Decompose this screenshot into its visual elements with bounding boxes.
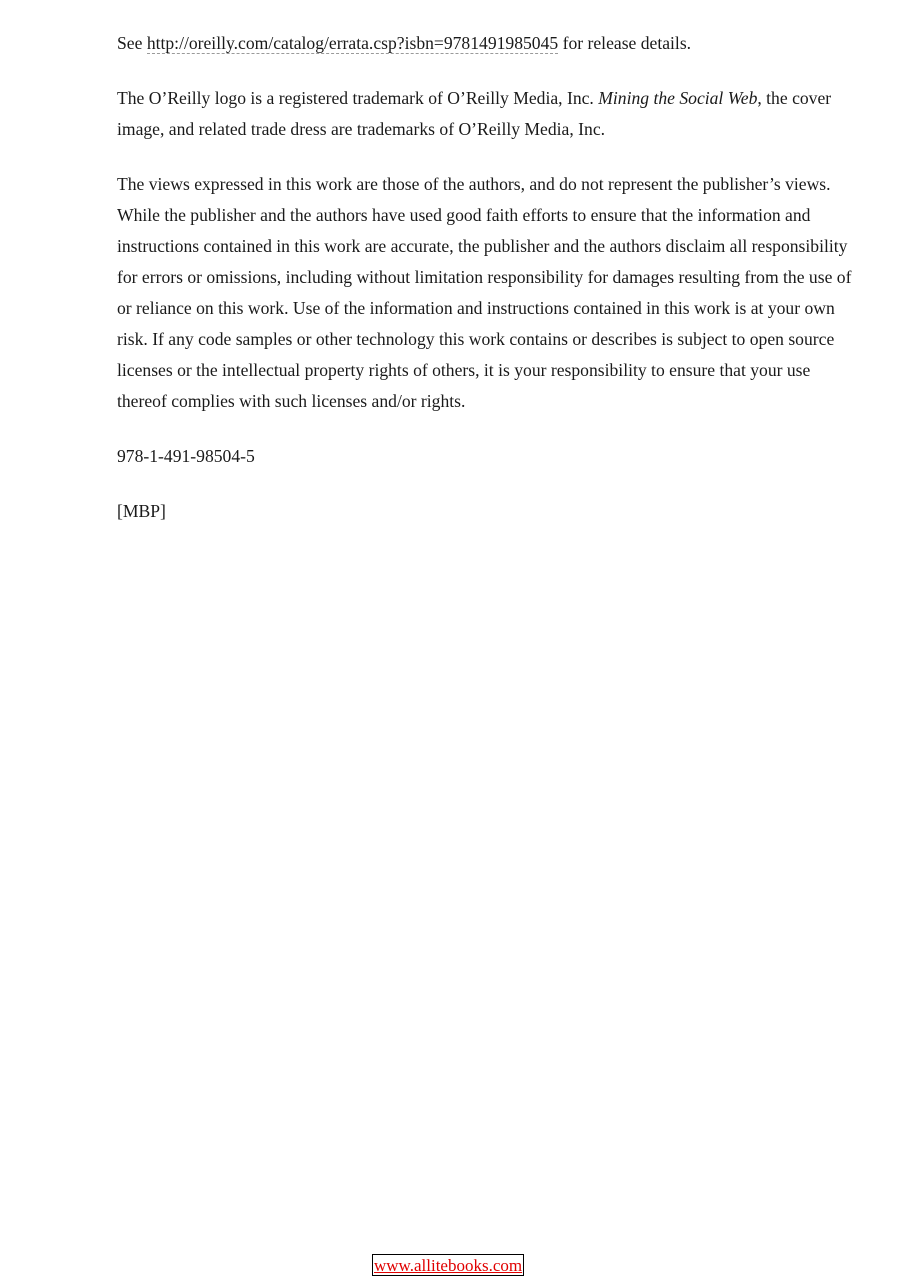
- copyright-page: [117, 28, 859, 527]
- disclaimer-paragraph: The views expressed in this work are those of the authors, and do not represent the publisher’s views. While the publisher and the authors have used good faith efforts to ensure that the information and instructions contained in this work are accurate, the publisher and the authors disclaim all responsibility for errors or omissions, including without limitation responsibility for damages resulting from the use of or reliance on this work. Use of the information and instructions contained in this work is at your own risk. If any code samples or other technology this work contains or describes is subject to open source licenses or the intellectual property rights of others, it is your responsibility to ensure that your use thereof complies with such licenses and/or rights.: [117, 174, 852, 411]
- errata-suffix: for release details.: [558, 33, 692, 53]
- trademark-text-1: The O’Reilly logo is a registered trademark of O’Reilly Media, Inc.: [117, 88, 599, 108]
- book-title: Mining the Social Web: [598, 88, 758, 108]
- trademark-text-2: , the cover image, and related trade dress are trademarks of O’Reilly Media, Inc.: [117, 88, 832, 139]
- printer-code: [MBP]: [117, 501, 166, 521]
- footer-link[interactable]: www.allitebooks.com: [374, 1256, 523, 1275]
- errata-link[interactable]: http://oreilly.com/catalog/errata.csp?isbn=9781491985045: [146, 33, 559, 53]
- errata-paragraph: [117, 28, 859, 59]
- footer-link-box[interactable]: [372, 1254, 524, 1276]
- trademark-paragraph: [117, 83, 859, 145]
- errata-prefix: See: [117, 33, 147, 53]
- isbn: 978-1-491-98504-5: [117, 446, 255, 466]
